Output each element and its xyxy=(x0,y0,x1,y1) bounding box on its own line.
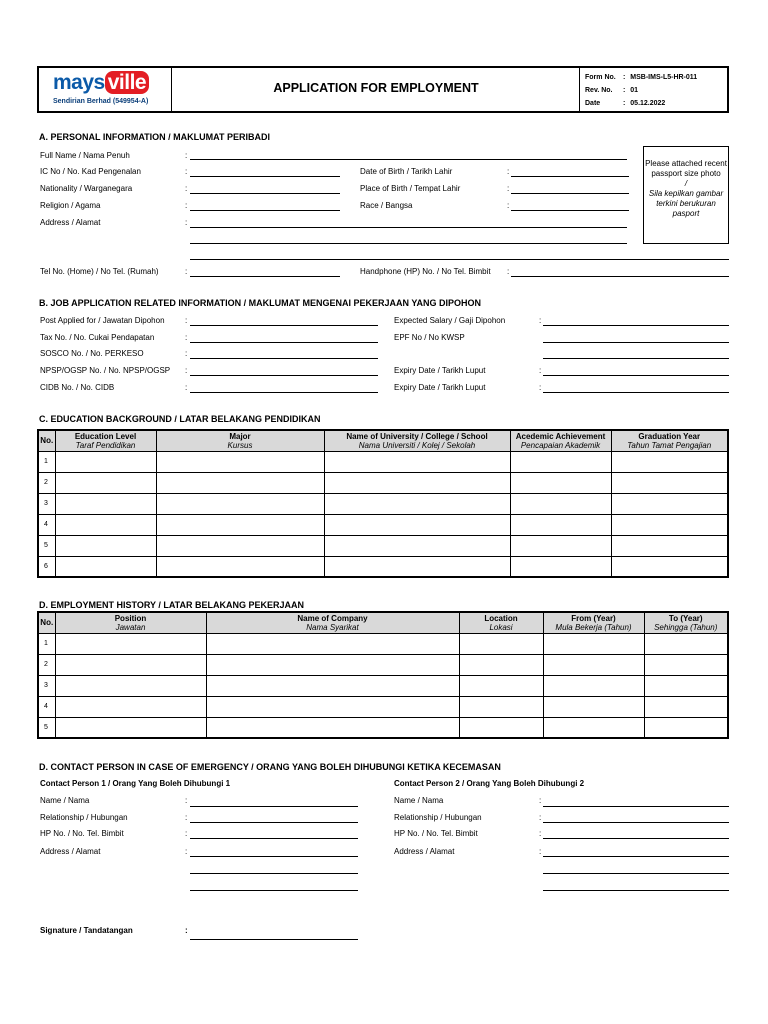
col-from-year: From (Year) Mula Bekerja (Tahun) xyxy=(543,612,644,633)
contact-2-hp-field[interactable] xyxy=(543,838,729,839)
col-education-level: Education Level Taraf Pendidikan xyxy=(55,430,156,451)
contact-1-address-line-2[interactable] xyxy=(190,873,358,874)
npsp-no-field[interactable] xyxy=(190,375,378,376)
nationality-field[interactable] xyxy=(190,193,340,194)
colon: : xyxy=(185,218,188,227)
section-emergency-title: D. CONTACT PERSON IN CASE OF EMERGENCY / ORANG YANG BOLEH DIHUBUNGI KETIKA KECEMASAN xyxy=(39,762,501,772)
contact-2-relationship-label: Relationship / Hubungan xyxy=(394,813,482,822)
employment-header-row xyxy=(38,612,728,633)
colon: : xyxy=(185,366,188,375)
dob-label: Date of Birth / Tarikh Lahir xyxy=(360,167,453,176)
colon: : xyxy=(185,316,188,325)
colon: : xyxy=(185,349,188,358)
section-a-title: A. PERSONAL INFORMATION / MAKLUMAT PERIBADI xyxy=(39,132,270,142)
contact-1-relationship-label: Relationship / Hubungan xyxy=(40,813,128,822)
meta-date: Date : 05.12.2022 xyxy=(585,100,666,107)
religion-field[interactable] xyxy=(190,210,340,211)
col-achievement: Acedemic Achievement Pencapaian Akademik xyxy=(510,430,611,451)
colon: : xyxy=(185,184,188,193)
meta-form-no: Form No. : MSB-IMS-L5-HR-011 xyxy=(585,74,698,81)
full-name-field[interactable] xyxy=(190,159,627,160)
ic-no-label: IC No / No. Kad Pengenalan xyxy=(40,167,141,176)
table-row: 6 xyxy=(38,556,728,577)
contact-1-relationship-field[interactable] xyxy=(190,822,358,823)
table-row: 2 xyxy=(38,472,728,493)
contact-1-address-label: Address / Alamat xyxy=(40,847,101,856)
dob-field[interactable] xyxy=(511,176,629,177)
table-row: 3 xyxy=(38,675,728,696)
logo-ville: ville xyxy=(105,71,149,94)
col-no: No. xyxy=(38,430,55,451)
contact-1-address-line-1[interactable] xyxy=(190,856,358,857)
company-registration: Sendirian Berhad (549954-A) xyxy=(53,98,149,105)
address-label: Address / Alamat xyxy=(40,218,101,227)
post-applied-field[interactable] xyxy=(190,325,378,326)
table-row: 5 xyxy=(38,717,728,738)
handphone-label: Handphone (HP) No. / No Tel. Bimbit xyxy=(360,267,491,276)
contact-1-hp-label: HP No. / No. Tel. Bimbit xyxy=(40,829,124,838)
section-c-title: C. EDUCATION BACKGROUND / LATAR BELAKANG PENDIDIKAN xyxy=(39,414,321,424)
colon: : xyxy=(185,267,188,276)
col-position: Position Jawatan xyxy=(55,612,206,633)
contact-1-address-line-3[interactable] xyxy=(190,890,358,891)
education-table xyxy=(37,429,729,578)
pob-field[interactable] xyxy=(511,193,629,194)
tel-home-label: Tel No. (Home) / No Tel. (Rumah) xyxy=(40,267,159,276)
col-institution: Name of University / College / School Nama Universiti / Kolej / Sekolah xyxy=(324,430,510,451)
colon: : xyxy=(539,847,542,856)
colon: : xyxy=(185,383,188,392)
photo-instruction-en: Please attached recent passport size photo xyxy=(645,159,727,178)
col-major: Major Kursus xyxy=(156,430,324,451)
meta-rev-no: Rev. No. : 01 xyxy=(585,87,639,94)
pob-label: Place of Birth / Tempat Lahir xyxy=(360,184,461,193)
education-header-row xyxy=(38,430,728,451)
epf-no-label: EPF No / No KWSP xyxy=(394,333,465,342)
colon: : xyxy=(185,813,188,822)
logo-mays: mays xyxy=(53,71,105,94)
contact-2-address-label: Address / Alamat xyxy=(394,847,455,856)
religion-label: Religion / Agama xyxy=(40,201,101,210)
nationality-label: Nationality / Warganegara xyxy=(40,184,133,193)
contact-2-name-field[interactable] xyxy=(543,806,729,807)
signature-label: Signature / Tandatangan xyxy=(40,926,133,935)
ic-no-field[interactable] xyxy=(190,176,340,177)
signature-field[interactable] xyxy=(190,939,358,940)
colon: : xyxy=(539,796,542,805)
table-row: 5 xyxy=(38,535,728,556)
header-divider-right xyxy=(579,68,580,111)
colon: : xyxy=(185,926,188,935)
passport-photo-box[interactable] xyxy=(643,146,729,244)
socso-no-label: SOSCO No. / No. PERKESO xyxy=(40,349,144,358)
race-field[interactable] xyxy=(511,210,629,211)
form-meta xyxy=(585,71,697,110)
header-divider-left xyxy=(171,68,172,111)
blank-field[interactable] xyxy=(543,358,729,359)
photo-instruction-separator: / xyxy=(684,179,688,188)
contact-2-heading: Contact Person 2 / Orang Yang Boleh Dihubungi 2 xyxy=(394,779,585,788)
colon: : xyxy=(185,847,188,856)
contact-2-address-line-1[interactable] xyxy=(543,856,729,857)
colon: : xyxy=(539,829,542,838)
contact-2-address-line-3[interactable] xyxy=(543,890,729,891)
epf-no-field[interactable] xyxy=(543,342,729,343)
expected-salary-label: Expected Salary / Gaji Dipohon xyxy=(394,316,506,325)
table-row: 3 xyxy=(38,493,728,514)
form-title: APPLICATION FOR EMPLOYMENT xyxy=(273,81,479,95)
colon: : xyxy=(185,167,188,176)
col-to-year: To (Year) Sehingga (Tahun) xyxy=(644,612,728,633)
handphone-field[interactable] xyxy=(511,276,729,277)
contact-1-hp-field[interactable] xyxy=(190,838,358,839)
section-d-title: D. EMPLOYMENT HISTORY / LATAR BELAKANG PEKERJAAN xyxy=(39,600,305,610)
col-graduation-year: Graduation Year Tahun Tamat Pengajian xyxy=(611,430,728,451)
table-row: 4 xyxy=(38,696,728,717)
contact-2-name-label: Name / Nama xyxy=(394,796,444,805)
post-applied-label: Post Applied for / Jawatan Dipohon xyxy=(40,316,165,325)
table-row: 1 xyxy=(38,451,728,472)
colon: : xyxy=(539,316,542,325)
tax-no-field[interactable] xyxy=(190,342,378,343)
expected-salary-field[interactable] xyxy=(543,325,729,326)
table-row: 1 xyxy=(38,633,728,654)
colon: : xyxy=(185,829,188,838)
contact-2-hp-label: HP No. / No. Tel. Bimbit xyxy=(394,829,478,838)
npsp-expiry-field[interactable] xyxy=(543,375,729,376)
colon: : xyxy=(539,383,542,392)
section-b-title: B. JOB APPLICATION RELATED INFORMATION / MAKLUMAT MENGENAI PEKERJAAN YANG DIPOHON xyxy=(39,298,482,308)
company-logo xyxy=(53,71,149,95)
tax-no-label: Tax No. / No. Cukai Pendapatan xyxy=(40,333,155,342)
colon: : xyxy=(185,333,188,342)
colon: : xyxy=(507,201,510,210)
contact-2-relationship-field[interactable] xyxy=(543,822,729,823)
contact-1-heading: Contact Person 1 / Orang Yang Boleh Dihubungi 1 xyxy=(40,779,231,788)
colon: : xyxy=(185,151,188,160)
col-company: Name of Company Nama Syarikat xyxy=(206,612,459,633)
colon: : xyxy=(507,267,510,276)
cidb-expiry-field[interactable] xyxy=(543,392,729,393)
contact-1-name-field[interactable] xyxy=(190,806,358,807)
socso-no-field[interactable] xyxy=(190,358,378,359)
colon: : xyxy=(539,813,542,822)
table-row: 4 xyxy=(38,514,728,535)
colon: : xyxy=(185,201,188,210)
address-field-line-3[interactable] xyxy=(190,259,729,260)
colon: : xyxy=(507,184,510,193)
colon: : xyxy=(507,167,510,176)
full-name-label: Full Name / Nama Penuh xyxy=(40,151,130,160)
col-no: No. xyxy=(38,612,55,633)
address-field-line-2[interactable] xyxy=(190,243,627,244)
table-row: 2 xyxy=(38,654,728,675)
npsp-no-label: NPSP/OGSP No. / No. NPSP/OGSP xyxy=(40,366,171,375)
race-label: Race / Bangsa xyxy=(360,201,413,210)
expiry-date-label: Expiry Date / Tarikh Luput xyxy=(394,383,486,392)
colon: : xyxy=(539,366,542,375)
contact-1-name-label: Name / Nama xyxy=(40,796,90,805)
contact-2-address-line-2[interactable] xyxy=(543,873,729,874)
address-field-line-1[interactable] xyxy=(190,227,627,228)
cidb-no-label: CIDB No. / No. CIDB xyxy=(40,383,115,392)
cidb-no-field[interactable] xyxy=(190,392,378,393)
photo-instruction-ms: Sila kepilkan gambar terkini berukuran pasport xyxy=(648,189,724,218)
employment-table xyxy=(37,611,729,739)
tel-home-field[interactable] xyxy=(190,276,340,277)
colon: : xyxy=(185,796,188,805)
col-location: Location Lokasi xyxy=(459,612,543,633)
form-header xyxy=(37,66,729,113)
expiry-date-label: Expiry Date / Tarikh Luput xyxy=(394,366,486,375)
